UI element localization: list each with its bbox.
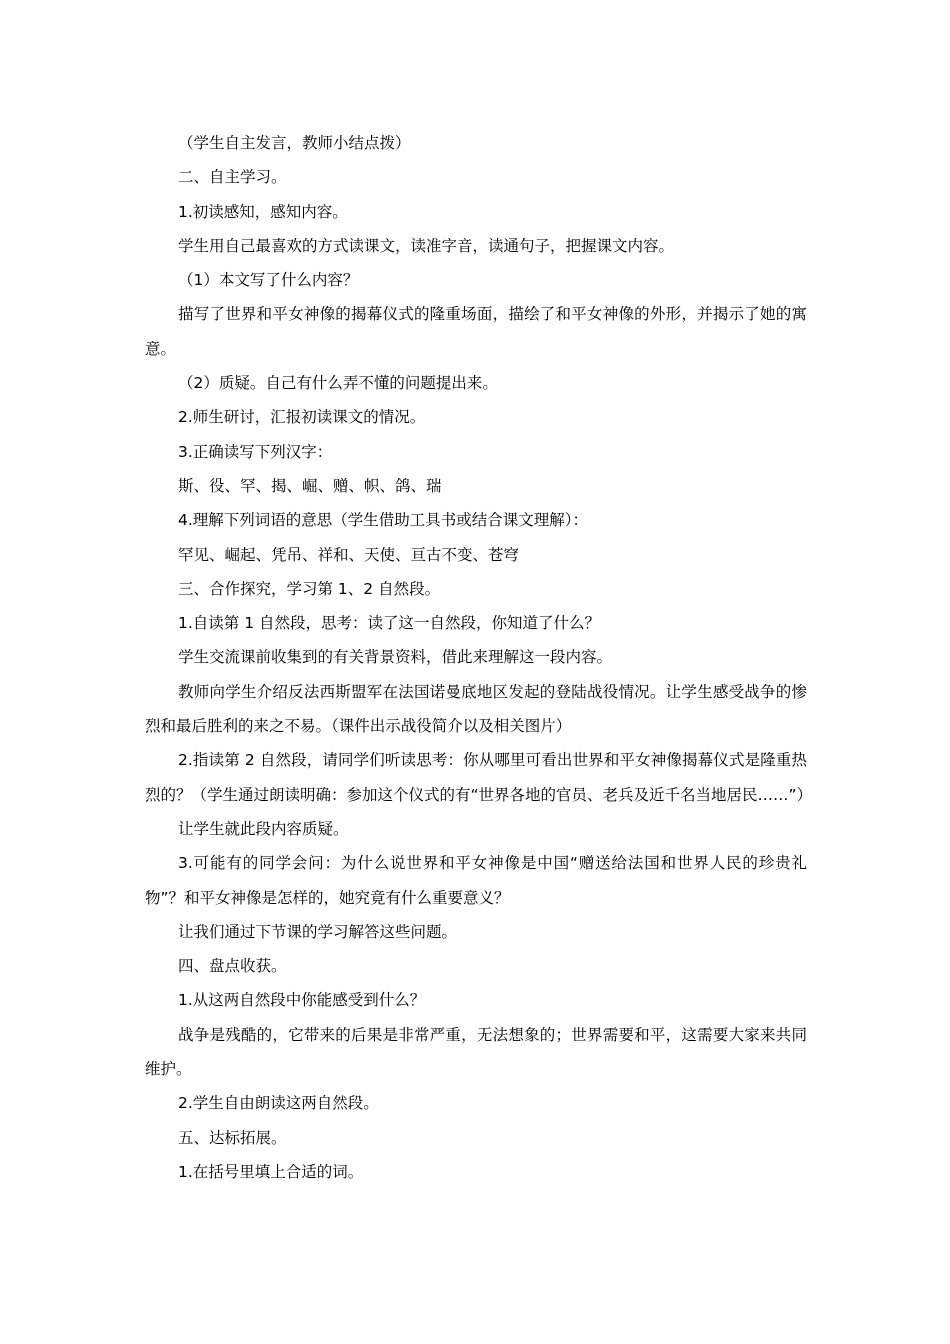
vocabulary-list: 罕见、崛起、凭吊、祥和、天使、亘古不变、苍穹 <box>178 545 520 564</box>
document-body <box>145 126 813 1189</box>
step-possible-question: 3.可能有的同学会问：为什么说世界和平女神像是中国“赠送给法国和世界人民的珍贵礼物”？和平女神像是怎样的，她究竟有什么重要意义？ <box>145 854 807 907</box>
step-characters: 3.正确读写下列汉字： <box>178 442 333 461</box>
step-fill-in-words: 1.在括号里填上合适的词。 <box>178 1162 364 1181</box>
step-read-paragraph-two: 2.指读第 2 自然段，请同学们听读思考：你从哪里可看出世界和平女神像揭幕仪式是隆重热烈的？（学生通过朗读明确：参加这个仪式的有“世界各地的官员、老兵及近千名当地居民……”） <box>145 751 813 804</box>
character-list: 斯、役、罕、揭、崛、赠、帜、鸽、瑞 <box>178 476 442 495</box>
step-discussion: 2.师生研讨，汇报初读课文的情况。 <box>178 408 426 427</box>
paragraph-war-and-peace: 战争是残酷的，它带来的后果是非常严重，无法想象的；世界需要和平，这需要大家来共同维护。 <box>145 1025 807 1079</box>
paragraph-next-lesson: 让我们通过下节课的学习解答这些问题。 <box>178 922 458 941</box>
step-read-paragraph-one: 1.自读第 1 自然段，思考：读了这一自然段，你知道了什么？ <box>178 614 601 633</box>
step-vocabulary: 4.理解下列词语的意思（学生借助工具书或结合课文理解）： <box>178 511 589 530</box>
step-feelings: 1.从这两自然段中你能感受到什么？ <box>178 991 426 1010</box>
heading-review-gains: 四、盘点收获。 <box>178 957 287 976</box>
answer-content: 描写了世界和平女神像的揭幕仪式的隆重场面，描绘了和平女神像的外形，并揭示了她的寓意。 <box>145 305 807 358</box>
step-free-reading: 2.学生自由朗读这两自然段。 <box>178 1094 379 1113</box>
paragraph-student-questions: 让学生就此段内容质疑。 <box>178 819 349 838</box>
paragraph-student-speech-note: （学生自主发言，教师小结点拨） <box>178 134 411 152</box>
step-first-reading: 1.初读感知，感知内容。 <box>178 202 348 221</box>
heading-self-study: 二、自主学习。 <box>178 168 287 187</box>
paragraph-reading-method: 学生用自己最喜欢的方式读课文，读准字音，读通句子，把握课文内容。 <box>178 236 675 255</box>
question-content: （1）本文写了什么内容？ <box>178 271 359 290</box>
paragraph-background-exchange: 学生交流课前收集到的有关背景资料，借此来理解这一段内容。 <box>178 648 613 667</box>
heading-cooperative-inquiry: 三、合作探究，学习第 1、2 自然段。 <box>178 579 441 598</box>
paragraph-teacher-intro: 教师向学生介绍反法西斯盟军在法国诺曼底地区发起的登陆战役情况。让学生感受战争的惨烈和最后胜利的来之不易。（课件出示战役简介以及相关图片） <box>145 682 807 736</box>
question-doubts: （2）质疑。自己有什么弄不懂的问题提出来。 <box>178 374 498 393</box>
heading-extension: 五、达标拓展。 <box>178 1128 287 1147</box>
